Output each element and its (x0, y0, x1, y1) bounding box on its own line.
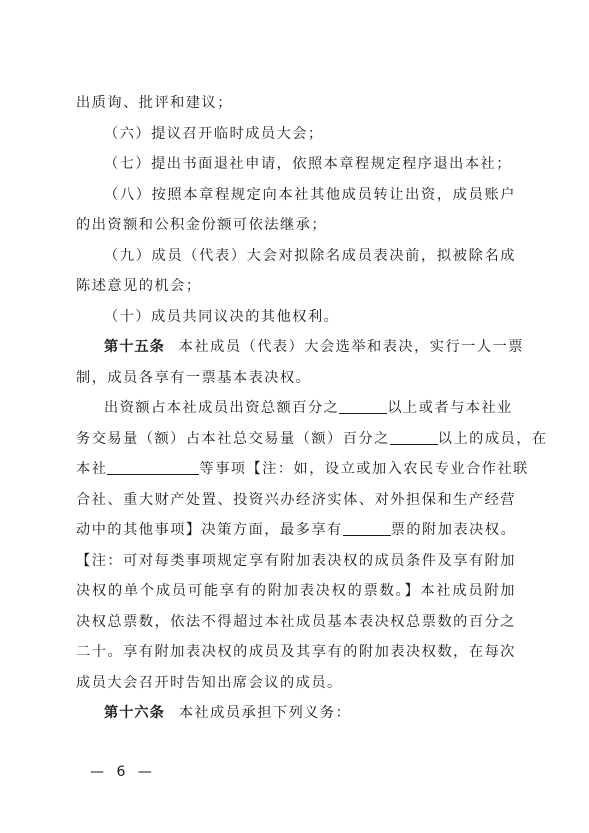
text-line: 制，成员各享有一票基本表决权。 (76, 369, 312, 386)
text-line (76, 424, 548, 455)
text-line: 成员大会召开时告知出席会议的成员。 (76, 674, 343, 691)
list-item-8: （八）按照本章程规定向本社其他成员转让出资，成员账户 (104, 186, 516, 203)
list-item-10: （十）成员共同议决的其他权利。 (104, 308, 340, 325)
text-line: 【注：可对每类事项规定享有附加表决权的成员条件及享有附加 (76, 552, 516, 569)
text-line: 决权的单个成员可能享有的附加表决权的票数。】本社成员附加 (76, 583, 516, 599)
text-line (76, 515, 516, 546)
fill-blank (343, 521, 391, 536)
document-body (76, 88, 548, 729)
text-segment: 以上的成员，在 (437, 430, 548, 447)
list-item-7: （七）提出书面退社申请，依照本章程规定程序退出本社； (104, 156, 512, 172)
fill-blank (107, 460, 199, 475)
text-segment: 等事项【注：如，设立或加入农民专业合作社联 (199, 461, 529, 477)
article-16-text: 本社成员承担下列义务： (178, 705, 352, 721)
text-line: 二十。享有附加表决权的成员及其享有的附加表决权数，在每次 (76, 644, 516, 660)
text-line: 出质询、批评和建议； (76, 95, 233, 111)
fill-blank (339, 399, 387, 414)
text-segment: 票的附加表决权。 (390, 522, 517, 538)
text-line: 决权总票数，依法不得超过本社成员基本表决权总票数的百分之 (76, 613, 516, 630)
text-line (76, 393, 516, 424)
text-segment: 本社 (76, 461, 108, 477)
text-segment: 动中的其他事项】决策方面，最多享有 (76, 522, 343, 538)
fill-blank (390, 430, 438, 445)
article-16-line (76, 698, 516, 729)
text-segment: 以上或者与本社业 (387, 400, 513, 416)
article-15-text: 本社成员（代表）大会选举和表决，实行一人一票 (178, 339, 524, 355)
list-item-9: （九）成员（代表）大会对拟除名成员表决前，拟被除名成 (104, 247, 516, 264)
page-number: — 6 — (90, 764, 156, 780)
text-line (76, 454, 529, 485)
text-segment: 出资额占本社成员出资总额百分之 (104, 400, 340, 416)
text-segment: 务交易量（额）占本社总交易量（额）百分之 (76, 430, 390, 447)
text-line: 陈述意见的机会； (76, 278, 202, 294)
article-15-heading: 第十五条 (104, 339, 165, 355)
text-line: 合社、重大财产处置、投资兴办经济实体、对外担保和生产经营 (76, 491, 516, 508)
list-item-6: （六）提议召开临时成员大会； (104, 125, 324, 142)
article-16-heading: 第十六条 (104, 705, 165, 721)
text-line: 的出资额和公积金份额可依法继承； (76, 217, 328, 233)
article-15-line (76, 332, 524, 363)
